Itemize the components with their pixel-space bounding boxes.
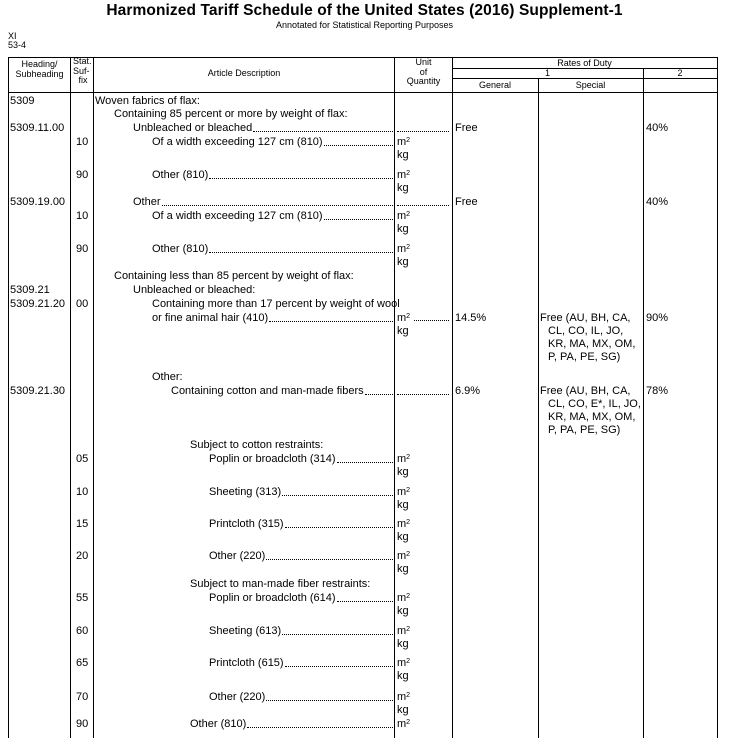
article-description: Subject to cotton restraints: [190,439,324,451]
stat-suffix: 10 [76,136,89,148]
article-description: Unbleached or bleached [133,122,394,135]
stat-suffix: 70 [76,691,89,703]
header-rates-of-duty: Rates of Duty [557,58,612,68]
unit-kilograms: kg [397,256,409,268]
header-unit-of-quantity: Unit of Quantity [406,57,441,86]
special-rate: P, PA, PE, SG) [548,424,621,436]
header-column-1: 1 [544,68,550,78]
stat-suffix: 65 [76,657,89,669]
article-description: Sheeting (313) [209,486,394,499]
article-description: Of a width exceeding 127 cm (810) [152,210,394,223]
page-reference: 53-4 [8,40,27,50]
special-rate: KR, MA, MX, OM, [548,338,636,350]
article-description: Containing more than 17 percent by weight of wool [152,298,400,310]
column-2-rate: 40% [646,196,669,208]
special-rate: KR, MA, MX, OM, [548,411,636,423]
unit-kilograms: kg [397,563,409,575]
unit-kilograms: kg [397,325,409,337]
stat-suffix: 90 [76,243,89,255]
unit-kilograms: kg [397,182,409,194]
unit-square-meters: $m^2$ [397,691,411,703]
article-description: Woven fabrics of flax: [95,95,200,107]
stat-suffix: 20 [76,550,89,562]
article-description: Containing cotton and man-made fibers [171,385,394,398]
subheading-code: 5309.21.30 [10,385,66,397]
special-rate: Free (AU, BH, CA, [540,312,631,324]
unit-square-meters: $m^2$ [397,312,411,324]
header-column-2: 2 [677,68,683,78]
subheading-code: 5309.21 [10,284,50,296]
article-description: Containing 85 percent or more by weight of flax: [114,108,348,120]
header-stat-suffix: Stat. Suf- fix [73,56,92,85]
subheading-code: 5309.11.00 [10,122,65,134]
unit-square-meters: $m^2$ [397,136,411,148]
unit-square-meters: $m^2$ [397,486,411,498]
header-heading: Heading/ Subheading [15,59,64,79]
general-rate: 6.9% [455,385,481,397]
article-description: Printcloth (315) [209,518,394,531]
header-article-description: Article Description [207,68,281,78]
article-description: Of a width exceeding 127 cm (810) [152,136,394,149]
unit-square-meters: $m^2$ [397,243,411,255]
subheading-code: 5309.19.00 [10,196,66,208]
general-rate: Free [455,196,478,208]
general-rate: Free [455,122,478,134]
article-description: Printcloth (615) [209,657,394,670]
column-2-rate: 40% [646,122,669,134]
article-description: Other (810) [152,243,394,256]
stat-suffix: 15 [76,518,89,530]
unit-square-meters: $m^2$ [397,169,411,181]
article-description: Other (220) [209,550,394,563]
stat-suffix: 00 [76,298,89,310]
unit-square-meters: $m^2$ [397,718,411,730]
special-rate: CL, CO, E*, IL, JO, [548,398,641,410]
unit-square-meters: $m^2$ [397,453,411,465]
article-description: or fine animal hair (410) [152,312,394,325]
stat-suffix: 10 [76,210,89,222]
heading-code: 5309 [10,95,35,107]
header-special: Special [575,80,606,90]
stat-suffix: 10 [76,486,89,498]
article-description: Other: [152,371,183,383]
subheading-code: 5309.21.20 [10,298,66,310]
article-description: Other (810) [190,718,394,731]
unit-kilograms: kg [397,466,409,478]
article-description: Containing less than 85 percent by weight of flax: [114,270,354,282]
article-description: Subject to man-made fiber restraints: [190,578,371,590]
unit-square-meters: $m^2$ [397,592,411,604]
unit-square-meters: $m^2$ [397,625,411,637]
stat-suffix: 90 [76,718,89,730]
general-rate: 14.5% [455,312,487,324]
unit-square-meters: $m^2$ [397,518,411,530]
unit-kilograms: kg [397,704,409,716]
page-title: Harmonized Tariff Schedule of the United States (2016) Supplement-1 [106,2,623,19]
article-description: Poplin or broadcloth (614) [209,592,394,605]
article-description: Other (220) [209,691,394,704]
special-rate: P, PA, PE, SG) [548,351,621,363]
unit-kilograms: kg [397,223,409,235]
unit-kilograms: kg [397,638,409,650]
stat-suffix: 60 [76,625,89,637]
special-rate: CL, CO, IL, JO, [548,325,624,337]
article-description: Other (810) [152,169,394,182]
unit-kilograms: kg [397,499,409,511]
unit-kilograms: kg [397,670,409,682]
unit-square-meters: $m^2$ [397,210,411,222]
column-2-rate: 90% [646,312,669,324]
section-number: XI [8,31,17,41]
article-description: Sheeting (613) [209,625,394,638]
unit-square-meters: $m^2$ [397,550,411,562]
unit-kilograms: kg [397,149,409,161]
unit-kilograms: kg [397,531,409,543]
column-2-rate: 78% [646,385,669,397]
unit-kilograms: kg [397,605,409,617]
page-subtitle: Annotated for Statistical Reporting Purposes [275,20,454,30]
article-description: Other [133,196,394,209]
unit-square-meters: $m^2$ [397,657,411,669]
article-description: Unbleached or bleached: [133,284,256,296]
header-general: General [478,80,512,90]
stat-suffix: 55 [76,592,89,604]
stat-suffix: 90 [76,169,89,181]
stat-suffix: 05 [76,453,89,465]
article-description: Poplin or broadcloth (314) [209,453,394,466]
special-rate: Free (AU, BH, CA, [540,385,631,397]
